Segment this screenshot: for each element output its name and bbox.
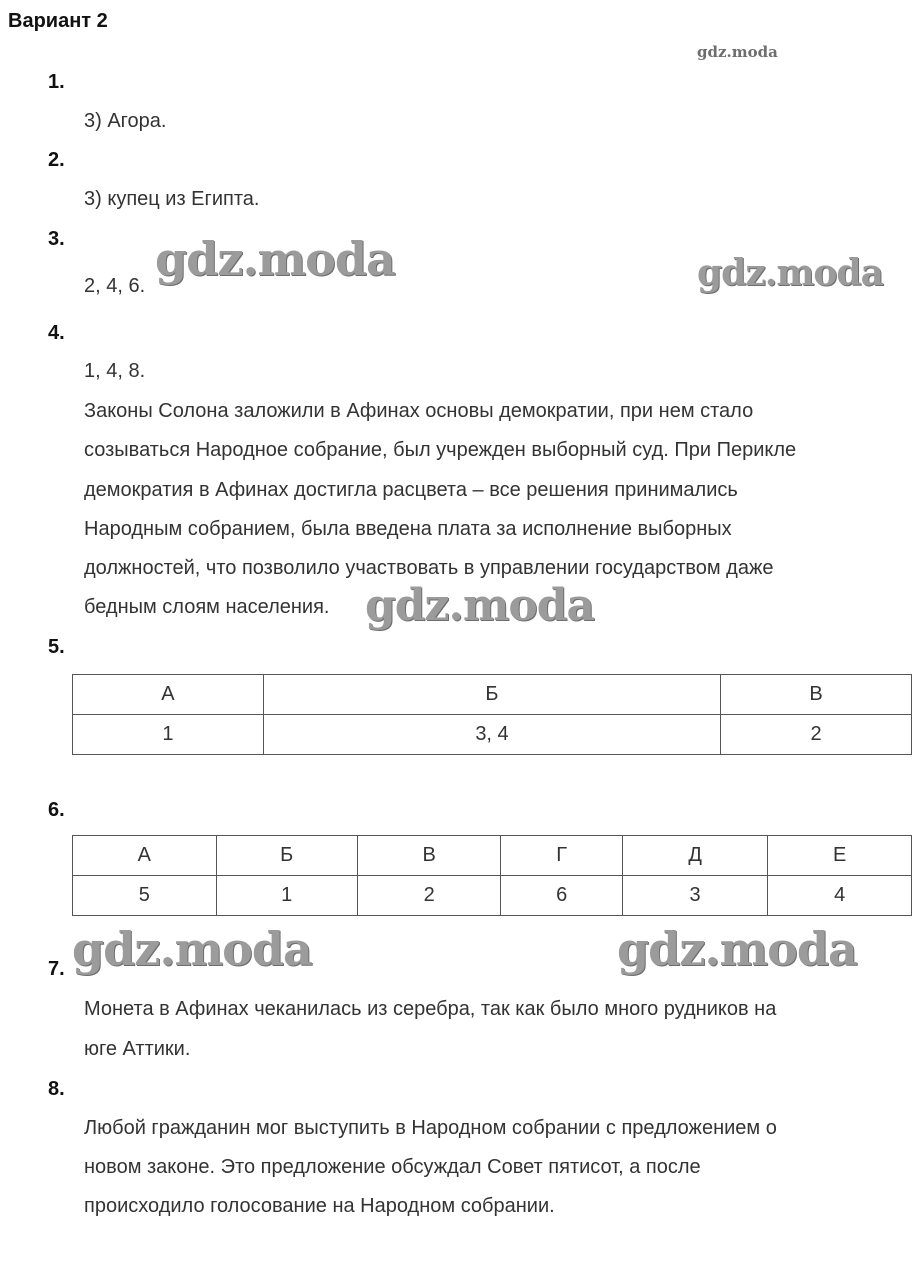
watermark: gdz.moda bbox=[72, 922, 312, 976]
table-cell: Б bbox=[216, 836, 357, 876]
table-cell: 4 bbox=[768, 876, 912, 916]
text-line: созываться Народное собрание, был учрежден выборный суд. При Перикле bbox=[84, 439, 797, 461]
text-line: Народным собранием, была введена плата за исполнение выборных bbox=[84, 518, 732, 540]
table-cell: 5 bbox=[73, 876, 217, 916]
watermark: gdz.moda bbox=[155, 232, 395, 286]
table-cell: 1 bbox=[216, 876, 357, 916]
table-cell: 3, 4 bbox=[263, 715, 720, 755]
table-row bbox=[73, 715, 912, 755]
table-cell: В bbox=[721, 675, 912, 715]
text-line: Монета в Афинах чеканилась из серебра, так как было много рудников на bbox=[84, 998, 777, 1020]
table-cell: 6 bbox=[501, 876, 622, 916]
table-cell: 2 bbox=[357, 876, 501, 916]
answer-table-5 bbox=[72, 674, 912, 755]
table-cell: В bbox=[357, 836, 501, 876]
text-line: Законы Солона заложили в Афинах основы демократии, при нем стало bbox=[84, 400, 754, 422]
question-number: 1. bbox=[48, 71, 65, 93]
question-number: 3. bbox=[48, 228, 65, 250]
question-number: 5. bbox=[48, 636, 65, 658]
table-cell: А bbox=[73, 675, 264, 715]
table-cell: 3 bbox=[622, 876, 768, 916]
answer: 2, 4, 6. bbox=[84, 275, 146, 297]
table-cell: Г bbox=[501, 836, 622, 876]
table-header-row bbox=[73, 675, 912, 715]
text-line: должностей, что позволило участвовать в управлении государством даже bbox=[84, 557, 774, 579]
text-line: происходило голосование на Народном собрании. bbox=[84, 1195, 555, 1217]
watermark: gdz.moda bbox=[697, 252, 883, 294]
table-row bbox=[73, 876, 912, 916]
answer: 1, 4, 8. bbox=[84, 360, 146, 382]
table-cell: Е bbox=[768, 836, 912, 876]
question-number: 6. bbox=[48, 799, 65, 821]
table-cell: 2 bbox=[721, 715, 912, 755]
text-line: Любой гражданин мог выступить в Народном собрании с предложением о bbox=[84, 1117, 777, 1139]
watermark: gdz.moda bbox=[365, 580, 595, 631]
watermark: gdz.moda bbox=[697, 43, 778, 61]
answer: 3) купец из Египта. bbox=[84, 188, 260, 210]
table-cell: Д bbox=[622, 836, 768, 876]
question-number: 8. bbox=[48, 1078, 65, 1100]
table-cell: Б bbox=[263, 675, 720, 715]
table-cell: А bbox=[73, 836, 217, 876]
answer: 3) Агора. bbox=[84, 110, 167, 132]
question-number: 2. bbox=[48, 149, 65, 171]
question-number: 7. bbox=[48, 958, 65, 980]
text-line: демократия в Афинах достигла расцвета – все решения принимались bbox=[84, 479, 738, 501]
table-cell: 1 bbox=[73, 715, 264, 755]
page-title: Вариант 2 bbox=[8, 10, 108, 32]
watermark: gdz.moda bbox=[617, 922, 857, 976]
table-header-row bbox=[73, 836, 912, 876]
answer-table-6 bbox=[72, 835, 912, 916]
question-number: 4. bbox=[48, 322, 65, 344]
text-line: юге Аттики. bbox=[84, 1038, 191, 1060]
text-line: новом законе. Это предложение обсуждал Совет пятисот, а после bbox=[84, 1156, 701, 1178]
text-line: бедным слоям населения. bbox=[84, 596, 330, 618]
